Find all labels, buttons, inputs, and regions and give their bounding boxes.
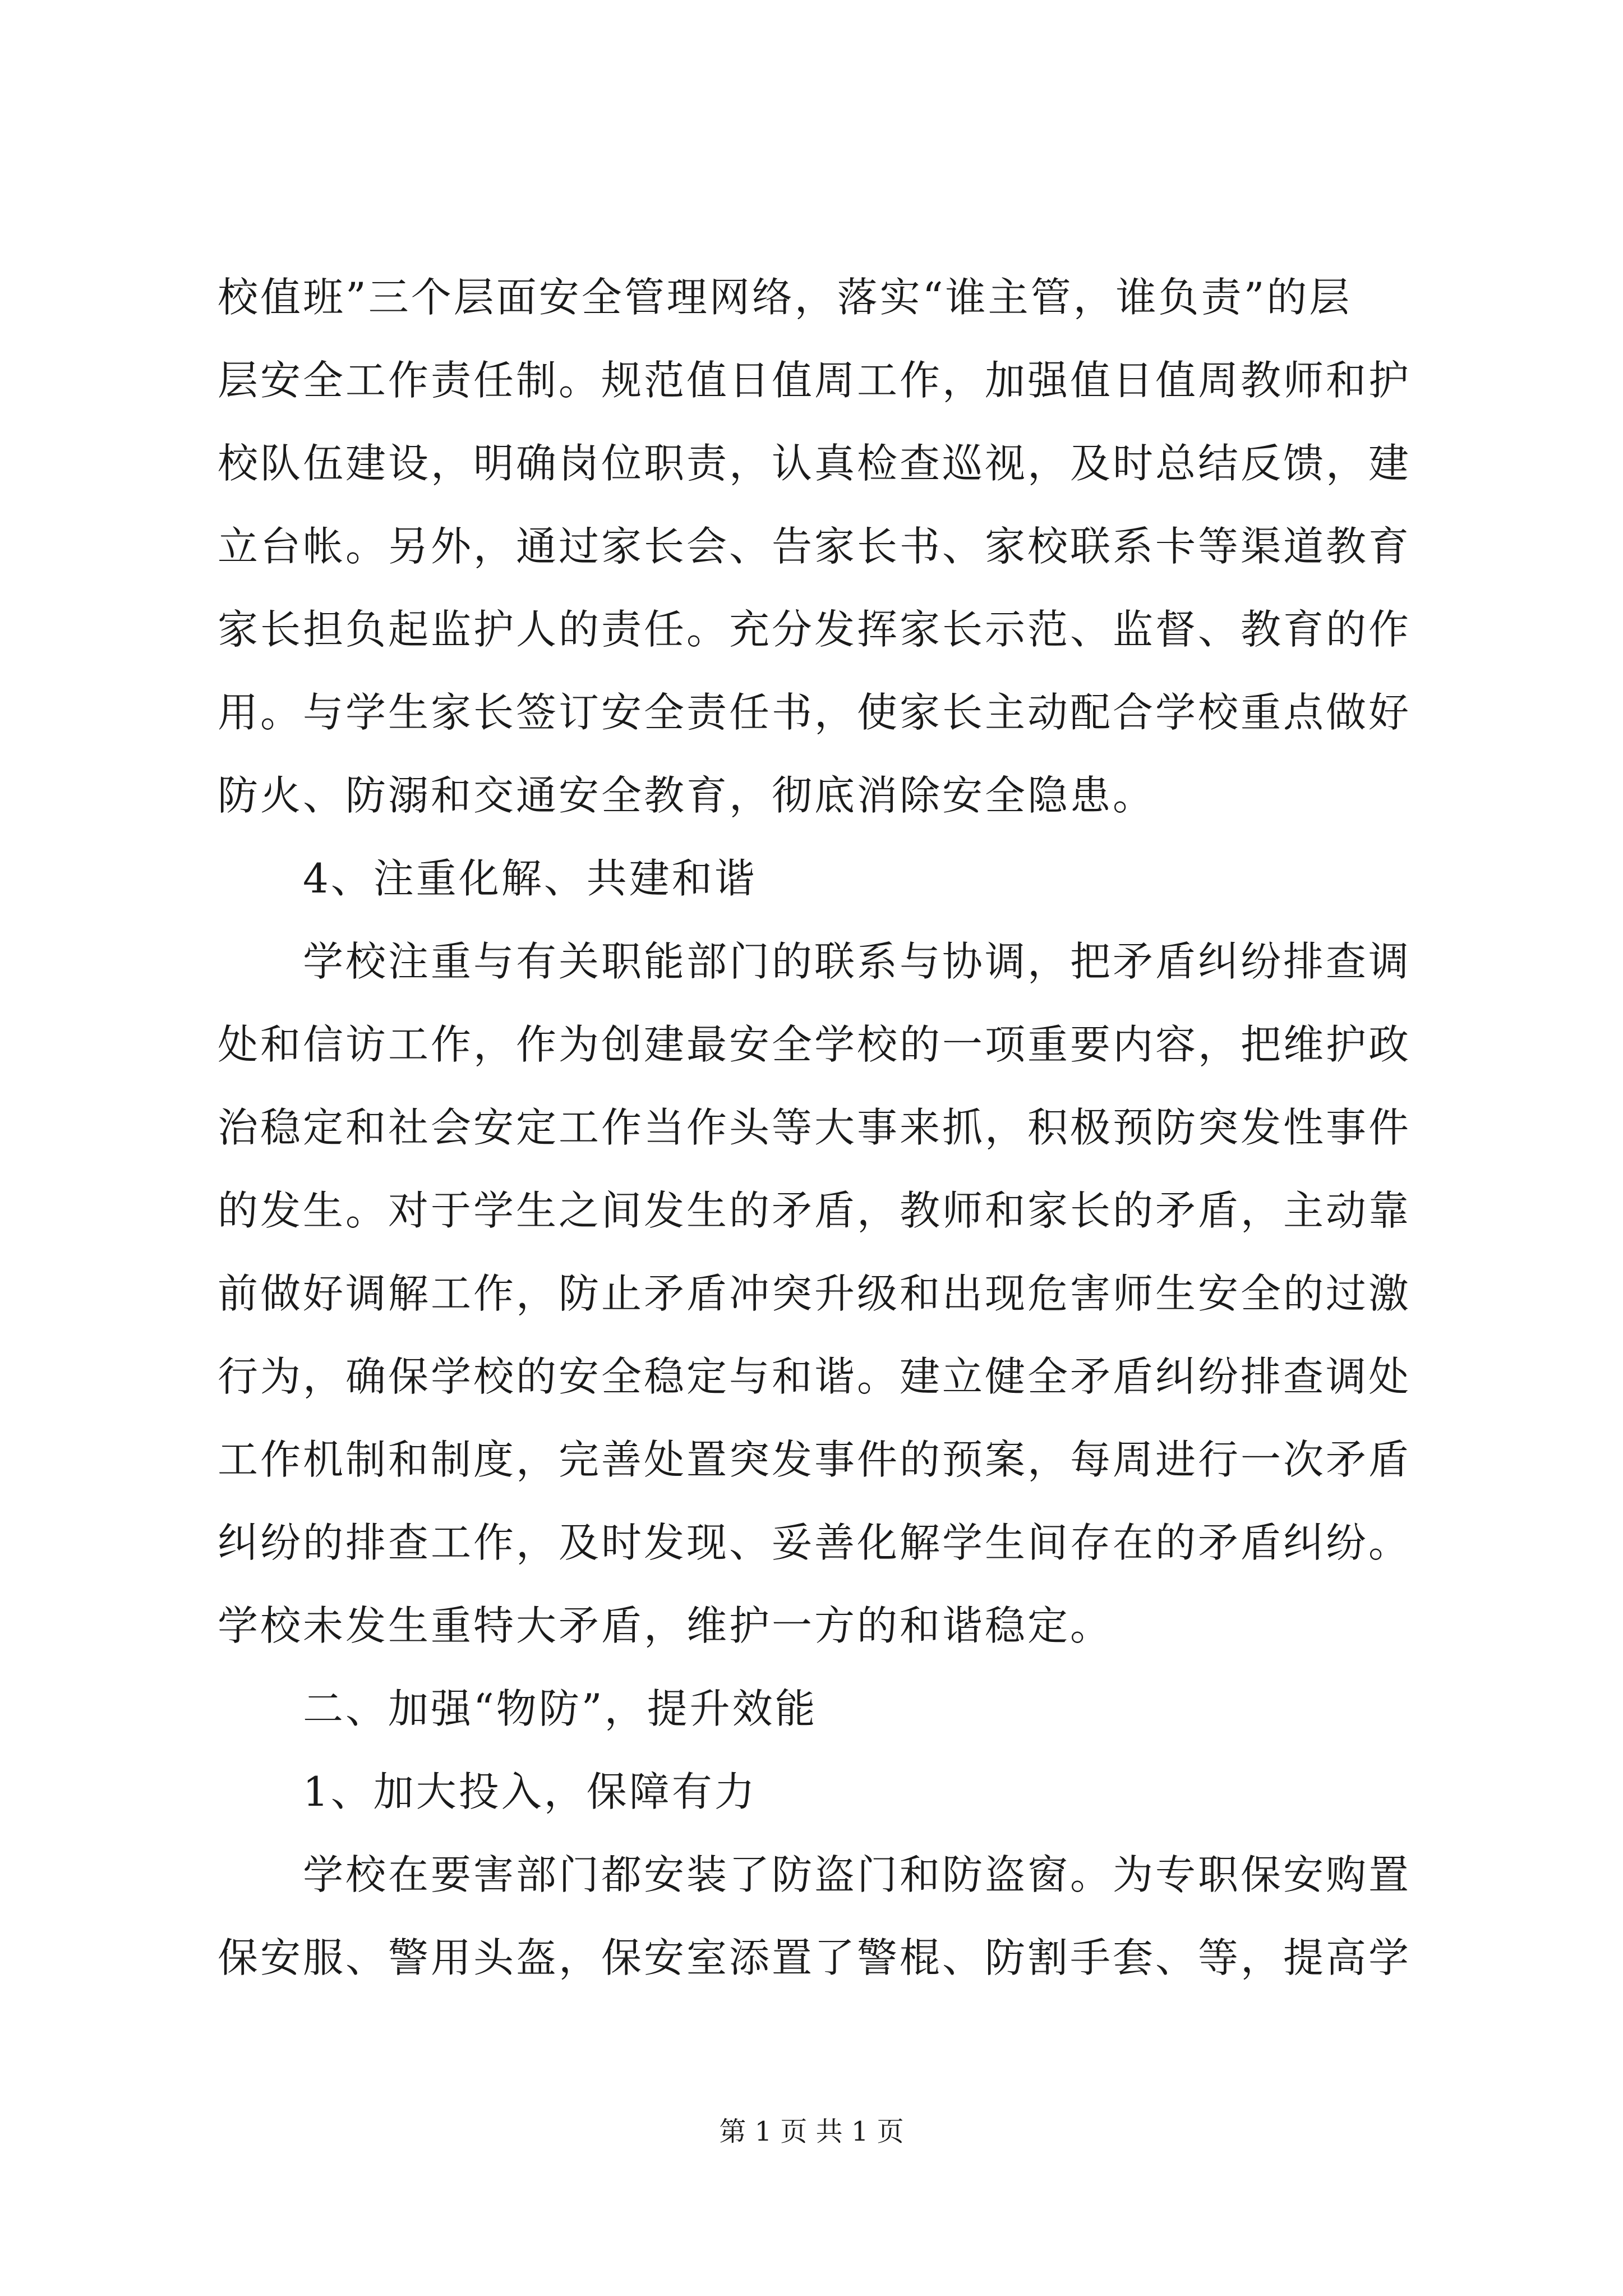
text-line: 校队伍建设，明确岗位职责，认真检查巡视，及时总结反馈，建	[218, 440, 1412, 487]
text-line: 保安服、警用头盔，保安室添置了警棍、防割手套、等，提高学	[218, 1934, 1412, 1981]
text-line: 工作机制和制度，完善处置突发事件的预案，每周进行一次矛盾	[218, 1436, 1412, 1483]
page-footer: 第 1 页 共 1 页	[719, 2116, 904, 2147]
text-line: 前做好调解工作，防止矛盾冲突升级和出现危害师生安全的过激	[218, 1270, 1412, 1317]
section-heading: 4、注重化解、共建和谐	[303, 855, 757, 902]
text-line: 学校在要害部门都安装了防盗门和防盗窗。为专职保安购置	[303, 1851, 1412, 1898]
section-heading: 1、加大投入，保障有力	[303, 1768, 757, 1815]
text-line: 立台帐。另外，通过家长会、告家长书、家校联系卡等渠道教育	[218, 523, 1412, 570]
text-line: 处和信访工作，作为创建最安全学校的一项重要内容，把维护政	[218, 1021, 1412, 1068]
text-line: 治稳定和社会安定工作当作头等大事来抓，积极预防突发性事件	[218, 1104, 1412, 1151]
text-line: 行为，确保学校的安全稳定与和谐。建立健全矛盾纠纷排查调处	[218, 1353, 1412, 1400]
text-line: 学校未发生重特大矛盾，维护一方的和谐稳定。	[218, 1602, 1113, 1649]
text-line: 纠纷的排查工作，及时发现、妥善化解学生间存在的矛盾纠纷。	[218, 1519, 1412, 1566]
section-heading: 二、加强“物防”，提升效能	[303, 1685, 818, 1732]
text-line: 用。与学生家长签订安全责任书，使家长主动配合学校重点做好	[218, 689, 1412, 736]
text-line: 校值班”三个层面安全管理网络，落实“谁主管，谁负责”的层	[218, 274, 1352, 321]
text-line: 家长担负起监护人的责任。充分发挥家长示范、监督、教育的作	[218, 606, 1412, 653]
text-line: 防火、防溺和交通安全教育，彻底消除安全隐患。	[218, 772, 1156, 819]
text-line: 学校注重与有关职能部门的联系与协调，把矛盾纠纷排查调	[303, 938, 1412, 985]
text-line: 层安全工作责任制。规范值日值周工作，加强值日值周教师和护	[218, 357, 1412, 404]
text-line: 的发生。对于学生之间发生的矛盾，教师和家长的矛盾，主动靠	[218, 1187, 1412, 1234]
